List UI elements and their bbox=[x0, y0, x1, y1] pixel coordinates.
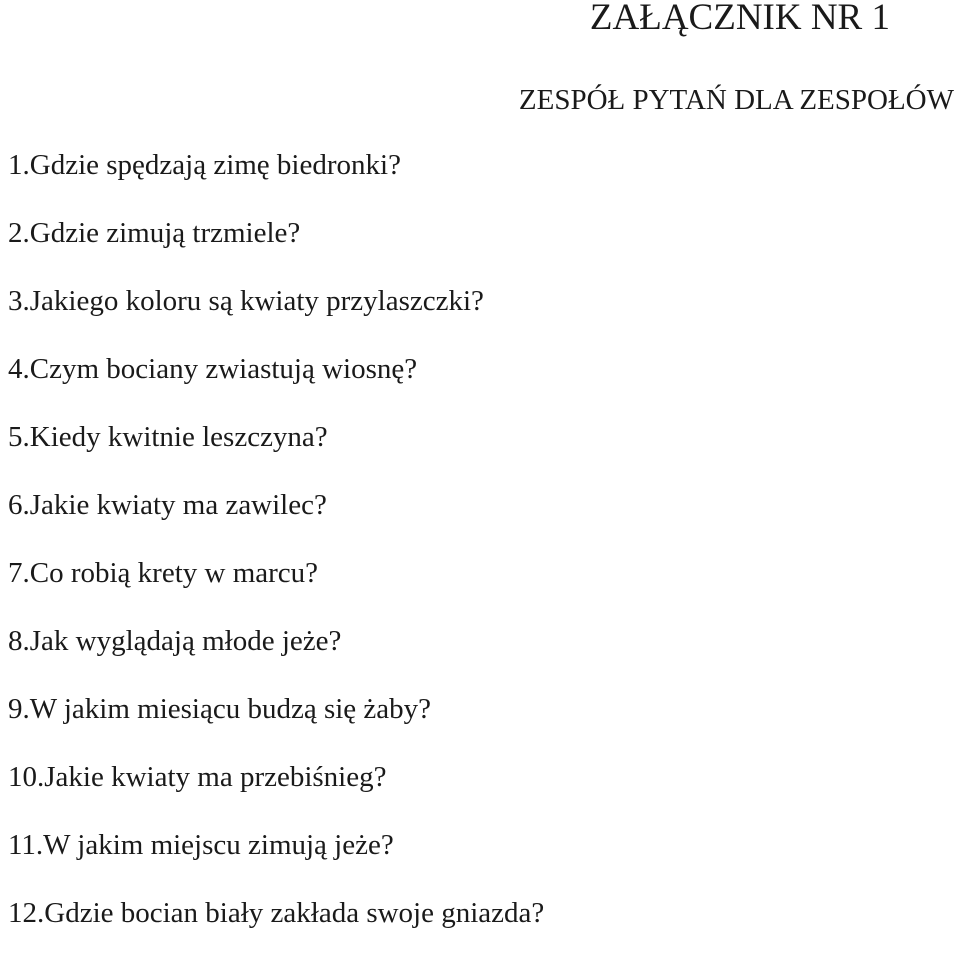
question-item-11: 11.W jakim miejscu zimują jeże? bbox=[8, 829, 394, 861]
question-item-8: 8.Jak wyglądają młode jeże? bbox=[8, 625, 342, 657]
question-item-5: 5.Kiedy kwitnie leszczyna? bbox=[8, 421, 328, 453]
question-item-12: 12.Gdzie bocian biały zakłada swoje gniazda? bbox=[8, 897, 545, 929]
question-item-2: 2.Gdzie zimują trzmiele? bbox=[8, 217, 301, 249]
question-item-7: 7.Co robią krety w marcu? bbox=[8, 557, 319, 589]
question-item-6: 6.Jakie kwiaty ma zawilec? bbox=[8, 489, 327, 521]
question-item-9: 9.W jakim miesiącu budzą się żaby? bbox=[8, 693, 432, 725]
question-list bbox=[8, 149, 544, 965]
question-item-4: 4.Czym bociany zwiastują wiosnę? bbox=[8, 353, 418, 385]
question-item-1: 1.Gdzie spędzają zimę biedronki? bbox=[8, 149, 401, 181]
question-item-10: 10.Jakie kwiaty ma przebiśnieg? bbox=[8, 761, 387, 793]
page-title: ZAŁĄCZNIK NR 1 bbox=[589, 0, 890, 38]
page-subtitle: ZESPÓŁ PYTAŃ DLA ZESPOŁÓW bbox=[518, 84, 954, 116]
question-item-3: 3.Jakiego koloru są kwiaty przylaszczki? bbox=[8, 285, 484, 317]
